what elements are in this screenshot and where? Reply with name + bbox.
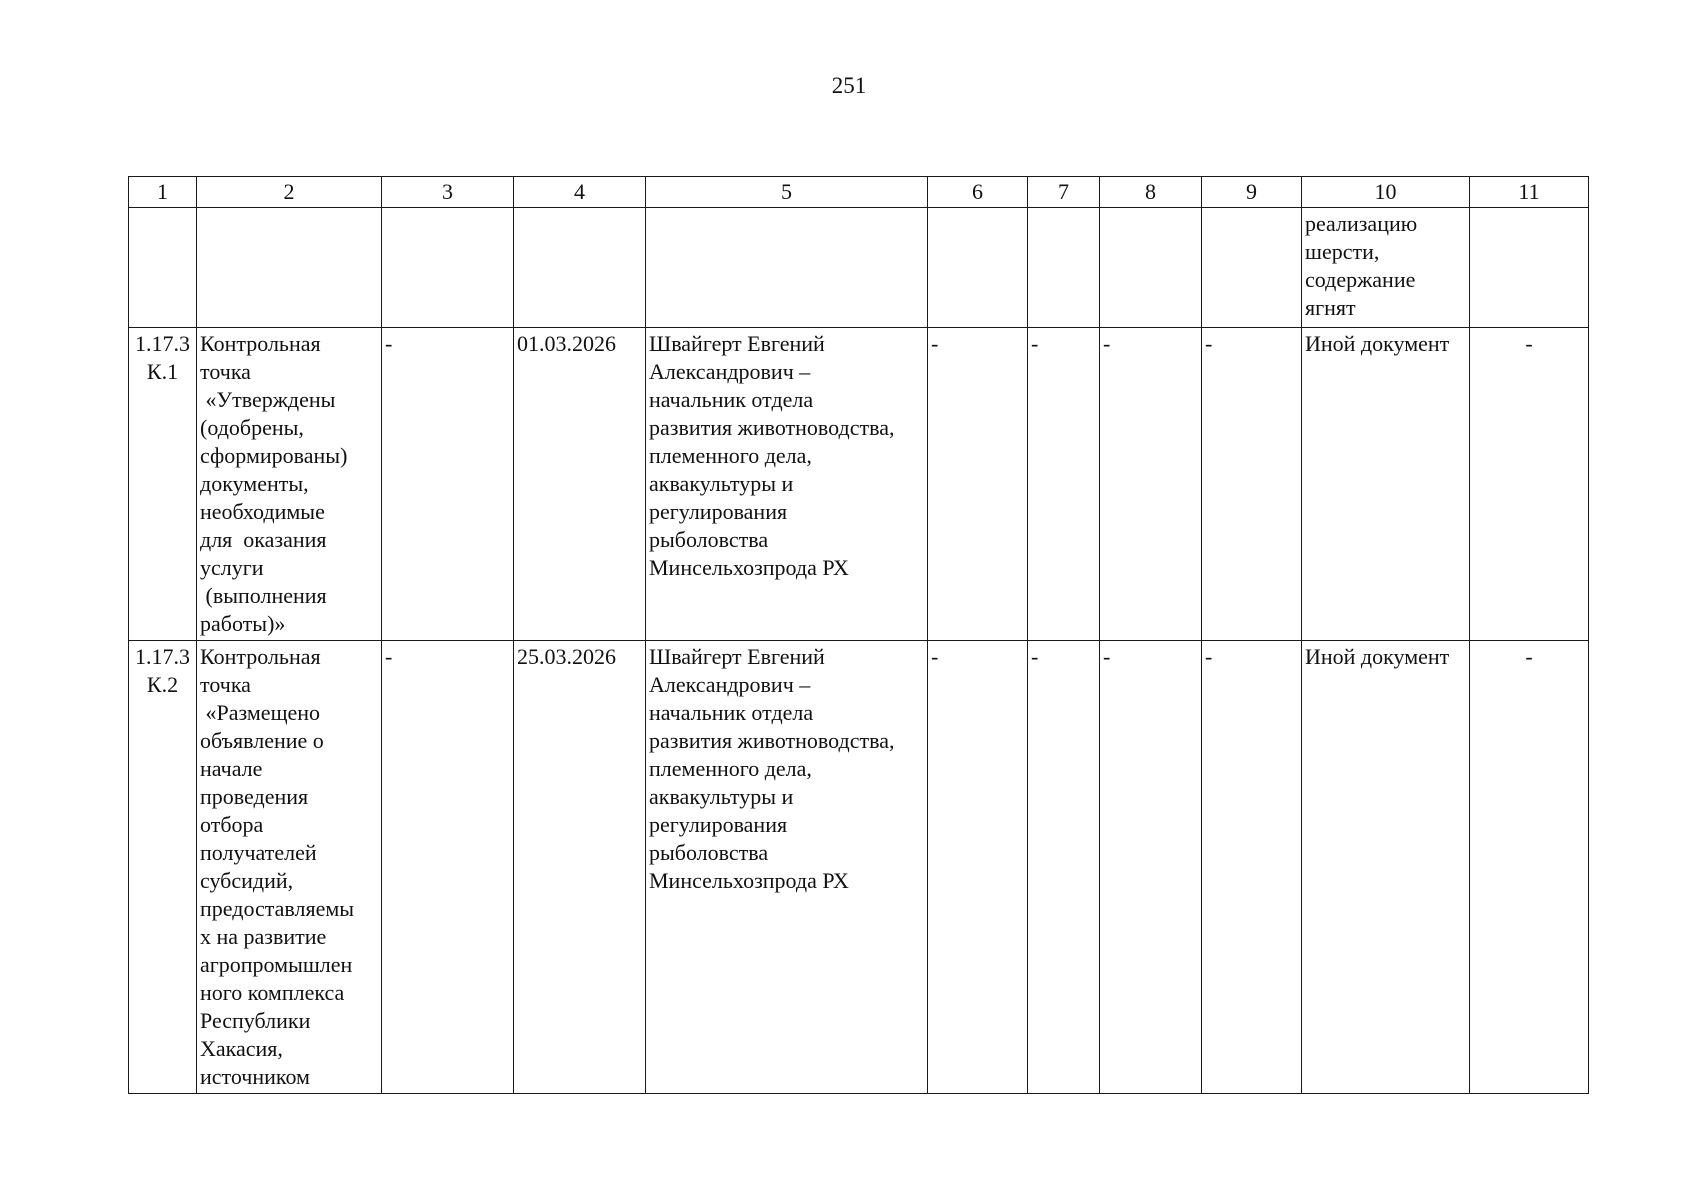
col6-cell: - (928, 641, 1028, 1094)
cell-line: предоставляемы (200, 896, 355, 921)
cell-line: содержание (1305, 267, 1416, 292)
cell-line: аквакультуры и (649, 471, 794, 496)
continuation-row (129, 208, 1589, 328)
cell-line: Александрович – (649, 672, 811, 697)
cell-line: точка (200, 359, 251, 384)
col3-cell: - (382, 328, 514, 641)
cell-line: источником (200, 1064, 310, 1089)
cell-line: ного комплекса (200, 980, 345, 1005)
cell-line: «Размещено (200, 700, 321, 725)
table-row (129, 328, 1589, 641)
table-row (129, 641, 1589, 1094)
col11-cell: - (1470, 328, 1589, 641)
column-header: 9 (1202, 177, 1302, 208)
cell-line: отбора (200, 812, 264, 837)
empty-cell (1100, 208, 1202, 328)
cell-line: агропромышлен (200, 952, 353, 977)
cell-line: Минсельхозпрода РХ (649, 555, 849, 580)
col9-cell: - (1202, 641, 1302, 1094)
date-cell: 01.03.2026 (514, 328, 646, 641)
empty-cell (928, 208, 1028, 328)
row-name-cell (197, 641, 382, 1094)
empty-cell (382, 208, 514, 328)
cell-line: Швайгерт Евгений (649, 331, 825, 356)
page-number: 251 (831, 73, 867, 98)
row-number-line: 1.17.3 (135, 644, 190, 669)
row-number-cell (129, 641, 197, 1094)
cell-line: объявление о (200, 728, 324, 753)
cell-line: Республики (200, 1008, 311, 1033)
col11-cell: - (1470, 641, 1589, 1094)
cell-line: шерсти, (1305, 239, 1380, 264)
cell-line: регулирования (649, 499, 788, 524)
column-header: 11 (1470, 177, 1589, 208)
column-header: 3 (382, 177, 514, 208)
cell-line: аквакультуры и (649, 784, 794, 809)
column-header: 7 (1028, 177, 1100, 208)
empty-cell (646, 208, 928, 328)
date-cell: 25.03.2026 (514, 641, 646, 1094)
doc-type-cell: Иной документ (1302, 328, 1470, 641)
row-number-line: К.1 (146, 359, 179, 384)
col6-cell: - (928, 328, 1028, 641)
cell-line: (одобрены, (200, 415, 304, 440)
header-row (129, 177, 1589, 208)
empty-cell (129, 208, 197, 328)
column-header: 6 (928, 177, 1028, 208)
cell-line: Хакасия, (200, 1036, 283, 1061)
cell-line: точка (200, 672, 251, 697)
column-header: 8 (1100, 177, 1202, 208)
cell-line: ягнят (1305, 295, 1356, 320)
cell-line: Контрольная (200, 644, 321, 669)
cell-line: рыболовства (649, 527, 769, 552)
col8-cell: - (1100, 641, 1202, 1094)
column-header: 1 (129, 177, 197, 208)
cell-line: получателей (200, 840, 317, 865)
cell-line: документы, (200, 471, 309, 496)
cell-line: Минсельхозпрода РХ (649, 868, 849, 893)
row-number-line: К.2 (146, 672, 179, 697)
responsible-cell (646, 641, 928, 1094)
cell-line: регулирования (649, 812, 788, 837)
cell-line: проведения (200, 784, 309, 809)
cell-line: начальник отдела (649, 700, 814, 725)
col7-cell: - (1028, 641, 1100, 1094)
cell-line: для оказания (200, 527, 327, 552)
row-name-cell (197, 328, 382, 641)
cell-line: Александрович – (649, 359, 811, 384)
cell-line: начале (200, 756, 263, 781)
cell-line: развития животноводства, (649, 415, 895, 440)
col9-cell: - (1202, 328, 1302, 641)
cell-line: реализацию (1305, 211, 1418, 236)
cell-line: (выполнения (200, 583, 327, 608)
cell-line: необходимые (200, 499, 325, 524)
cell-line: Швайгерт Евгений (649, 644, 825, 669)
col8-cell: - (1100, 328, 1202, 641)
responsible-cell (646, 328, 928, 641)
cell-line: сформированы) (200, 443, 348, 468)
cell-line: субсидий, (200, 868, 294, 893)
cell-line: х на развитие (200, 924, 327, 949)
doc-type-cell: Иной документ (1302, 641, 1470, 1094)
empty-cell (1028, 208, 1100, 328)
cell-line: развития животноводства, (649, 728, 895, 753)
cell-line: «Утверждены (200, 387, 336, 412)
empty-cell (1470, 208, 1589, 328)
cell-line: Контрольная (200, 331, 321, 356)
plan-table (128, 176, 1589, 1094)
empty-cell (514, 208, 646, 328)
column-header: 4 (514, 177, 646, 208)
col3-cell: - (382, 641, 514, 1094)
cell-line: услуги (200, 555, 264, 580)
row-number-cell (129, 328, 197, 641)
column-header: 5 (646, 177, 928, 208)
cell-line: начальник отдела (649, 387, 814, 412)
col7-cell: - (1028, 328, 1100, 641)
column-header: 10 (1302, 177, 1470, 208)
empty-cell (197, 208, 382, 328)
cell-line: племенного дела, (649, 443, 812, 468)
column-header: 2 (197, 177, 382, 208)
cell-line: племенного дела, (649, 756, 812, 781)
row-number-line: 1.17.3 (135, 331, 190, 356)
cell-line: рыболовства (649, 840, 769, 865)
cell-line: работы)» (200, 611, 286, 636)
continuation-text-cell (1302, 208, 1470, 328)
empty-cell (1202, 208, 1302, 328)
